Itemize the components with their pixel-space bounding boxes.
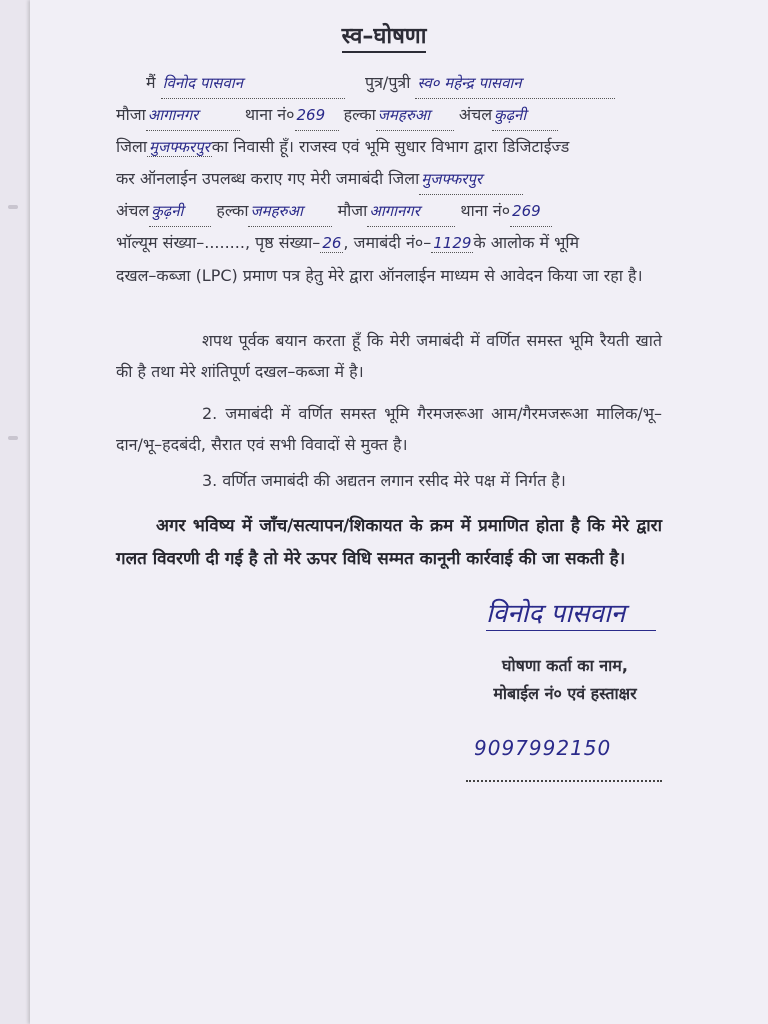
- mauja-label-2: मौजा: [337, 201, 368, 220]
- jamabandi-label: जमाबंदी नं०–: [353, 233, 432, 252]
- mauja-value: आगानगर: [146, 100, 240, 131]
- jamabandi-value: 1129: [433, 234, 472, 252]
- relation-label: पुत्र/पुत्री: [365, 73, 411, 92]
- jila-label: जिला: [116, 137, 148, 156]
- line-jamabandi: [116, 164, 662, 195]
- line-location: [116, 196, 662, 227]
- volume-value: ........: [204, 233, 245, 252]
- thana-value: 269: [295, 100, 339, 131]
- anchal-value: कुढ़नी: [492, 100, 558, 131]
- anchal-label-2: अंचल: [116, 201, 150, 220]
- halka-label: हल्का: [343, 105, 376, 124]
- declarant-name: विनोद पासवान: [161, 68, 345, 99]
- mauja-value-2: आगानगर: [367, 196, 455, 227]
- label-main: मैं: [146, 73, 156, 92]
- anchal-value-2: कुढ़नी: [149, 196, 211, 227]
- declarant-label-2: मोबाईल नं० एवं हस्ताक्षर: [493, 684, 637, 703]
- punch-mark: [8, 436, 18, 440]
- paragraph-point-2: 2. जमाबंदी में वर्णित समस्त भूमि गैरमजरूआ आम/गैरमजरूआ मालिक/भू–दान/भू–हदबंदी, सैरात एवं सभी विवादों से मुक्त है।: [116, 404, 662, 454]
- document-title: [0, 20, 768, 50]
- page-label: पृष्ठ संख्या–: [255, 233, 321, 252]
- title-text: स्व–घोषणा: [342, 24, 427, 53]
- line4-text: कर ऑनलाईन उपलब्ध कराए गए मेरी जमाबंदी जिला: [116, 169, 420, 188]
- volume-label: भॉल्यूम संख्या–: [116, 233, 205, 252]
- paragraph-liability: अगर भविष्य में जाँच/सत्यापन/शिकायत के क्रम में प्रमाणित होता है कि मेरे द्वारा गलत विवरणी दी गई है तो मेरे ऊपर विधि सम्मत कानूनी कार्रवाई की जा सकती है।: [116, 516, 662, 569]
- punch-mark: [8, 205, 18, 209]
- line3-text: का निवासी हूँ। राजस्व एवं भूमि सुधार विभाग द्वारा डिजिटाईज्ड: [211, 137, 570, 156]
- paragraph-oath: शपथ पूर्वक बयान करता हूँ कि मेरी जमाबंदी में वर्णित समस्त भूमि रैयती खाते की है तथा मेरे शांतिपूर्ण दखल–कब्जा में है।: [116, 331, 662, 381]
- thana-value-2: 269: [510, 196, 552, 227]
- anchal-label: अंचल: [458, 105, 493, 124]
- halka-value-2: जमहरुआ: [248, 196, 332, 227]
- line-district: [116, 132, 662, 162]
- mobile-number: 9097992150: [474, 736, 612, 760]
- line-name: [116, 68, 692, 99]
- mobile-dotted-line: [466, 780, 662, 782]
- line-volume: भॉल्यूम संख्या–........, पृष्ठ संख्या– 26 , जमाबंदी नं०– 1129 के आलोक में भूमि: [116, 233, 580, 252]
- paragraph-application: दखल–कब्जा (LPC) प्रमाण पत्र हेतु मेरे द्वारा ऑनलाईन माध्यम से आवेदन किया जा रहा है।: [116, 266, 643, 285]
- thana-label: थाना नं०: [244, 105, 295, 124]
- declarant-label-1: घोषणा कर्ता का नाम,: [502, 656, 628, 675]
- paragraph-point-3: 3. वर्णित जमाबंदी की अद्यतन लगान रसीद मेरे पक्ष में निर्गत है।: [202, 471, 566, 490]
- jila-value: मुजफ्फरपुर: [149, 138, 210, 156]
- signature: विनोद पासवान: [486, 594, 656, 631]
- line-address: [116, 100, 662, 131]
- thana-label-2: थाना नं०: [460, 201, 511, 220]
- jila-value-2: मुजफ्फरपुर: [419, 164, 523, 195]
- halka-value: जमहरुआ: [376, 100, 454, 131]
- halka-label-2: हल्का: [216, 201, 249, 220]
- father-name: स्व० महेन्द्र पासवान: [415, 68, 615, 99]
- page-value: 26: [322, 234, 342, 252]
- line6-text: के आलोक में भूमि: [473, 233, 580, 252]
- mauja-label: मौजा: [116, 105, 146, 124]
